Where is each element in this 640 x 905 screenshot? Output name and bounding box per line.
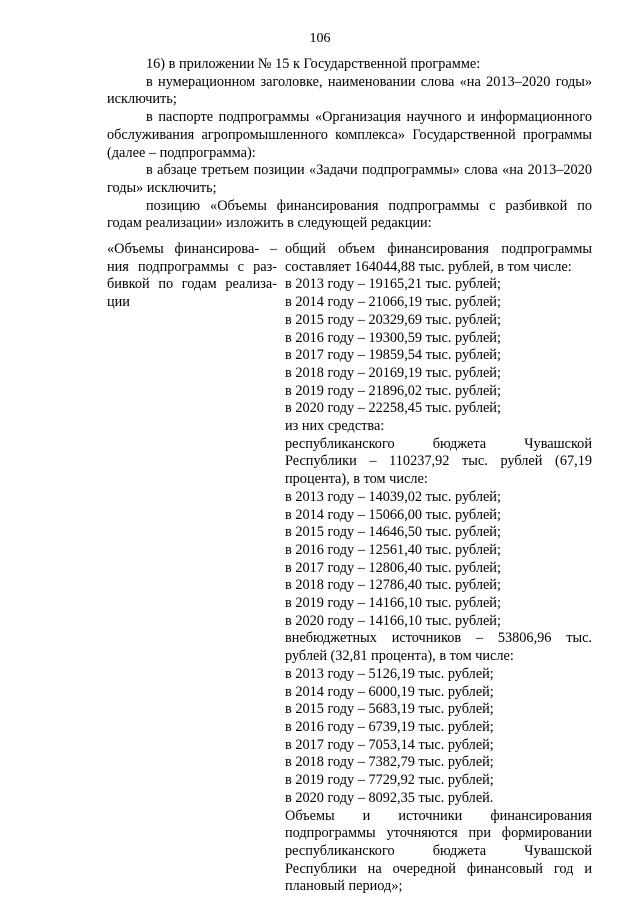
year-line: в 2020 году – 8092,35 тыс. рублей. [285, 789, 494, 806]
year-line: в 2014 году – 6000,19 тыс. рублей; [285, 683, 494, 700]
position-label-line: «Объемы финансирова- – [107, 241, 277, 257]
year-line: в 2019 году – 21896,02 тыс. рублей; [285, 382, 501, 399]
year-line: в 2018 году – 20169,19 тыс. рублей; [285, 364, 501, 381]
extrabudgetary-sources: внебюджетных источников – 53806,96 тыс. рублей (32,81 процента), в том числе: [285, 630, 592, 665]
intro-paragraph: 16) в приложении № 15 к Государственной программе: [146, 56, 481, 72]
year-line: в 2013 году – 19165,21 тыс. рублей; [285, 276, 501, 293]
year-line: в 2016 году – 19300,59 тыс. рублей; [285, 329, 501, 346]
year-line: в 2016 году – 6739,19 тыс. рублей; [285, 718, 494, 735]
year-line: в 2020 году – 14166,10 тыс. рублей; [285, 612, 501, 629]
intro-paragraph: в паспорте подпрограммы «Организация научного и информационного обслуживания агропромышленного комплекса» Государственной программы (далее – подпрограмма): [107, 109, 592, 161]
year-line: в 2019 году – 14166,10 тыс. рублей; [285, 595, 501, 612]
year-line: в 2016 году – 12561,40 тыс. рублей; [285, 541, 501, 558]
year-line: в 2014 году – 21066,19 тыс. рублей; [285, 294, 501, 311]
republic-budget: республиканского бюджета Чувашской Республики – 110237,92 тыс. рублей (67,19 процента), в том числе: [285, 435, 592, 488]
intro-paragraph: в абзаце третьем позиции «Задачи подпрограммы» слова «на 2013–2020 годы» исключить; [107, 162, 592, 196]
year-line: в 2015 году – 14646,50 тыс. рублей; [285, 524, 501, 541]
intro-paragraph: в нумерационном заголовке, наименовании слова «на 2013–2020 годы» исключить; [107, 73, 592, 108]
intro-section [107, 56, 592, 233]
year-line: в 2019 году – 7729,92 тыс. рублей; [285, 772, 494, 789]
year-line: в 2013 году – 14039,02 тыс. рублей; [285, 488, 501, 505]
position-label-line: бивкой по годам реализа- [107, 276, 277, 293]
year-line: в 2020 году – 22258,45 тыс. рублей; [285, 400, 501, 417]
position-label-line: ния подпрограммы с раз- [107, 258, 277, 275]
page-number: 106 [309, 31, 331, 46]
year-line: в 2018 году – 7382,79 тыс. рублей; [285, 754, 494, 771]
closing-note: Объемы и источники финансирования подпрограммы уточняются при формировании республиканского бюджета Чувашской Республики на очередной финансовый год и плановый период»; [285, 807, 592, 895]
funding-content [285, 241, 592, 896]
year-line: в 2017 году – 19859,54 тыс. рублей; [285, 347, 501, 364]
position-label [107, 241, 277, 312]
year-line: в 2015 году – 20329,69 тыс. рублей; [285, 311, 501, 328]
position-label-line: ции [107, 294, 130, 311]
funding-total: общий объем финансирования подпрограммы составляет 164044,88 тыс. рублей, в том числе: [285, 241, 592, 275]
year-line: в 2014 году – 15066,00 тыс. рублей; [285, 506, 501, 523]
year-line: в 2015 году – 5683,19 тыс. рублей; [285, 701, 494, 718]
year-line: в 2018 году – 12786,40 тыс. рублей; [285, 577, 501, 594]
year-line: в 2017 году – 12806,40 тыс. рублей; [285, 559, 501, 576]
funding-sources-intro: из них средства: [285, 418, 385, 435]
year-line: в 2013 году – 5126,19 тыс. рублей; [285, 665, 494, 682]
intro-paragraph: позицию «Объемы финансирования подпрограммы с разбивкой по годам реализации» изложить в следующей редакции: [107, 197, 592, 232]
year-line: в 2017 году – 7053,14 тыс. рублей; [285, 736, 494, 753]
